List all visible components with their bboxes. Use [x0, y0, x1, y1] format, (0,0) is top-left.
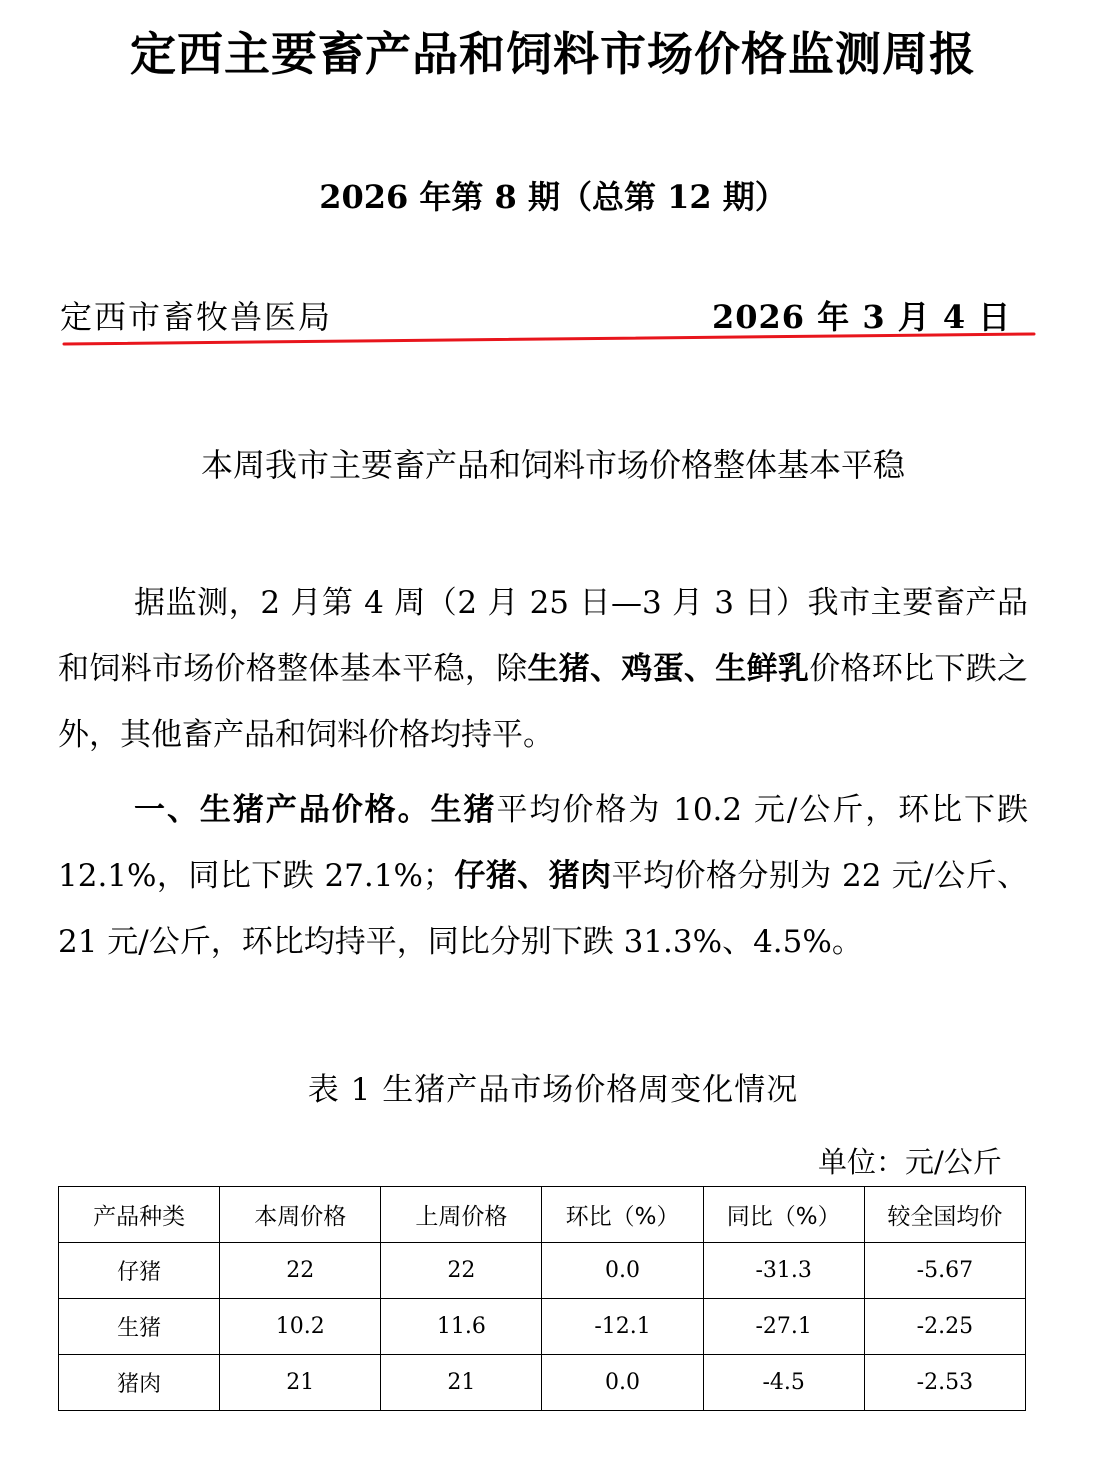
table-cell: 21	[220, 1355, 381, 1411]
summary-paragraph	[58, 570, 1028, 768]
table-cell: 0.0	[542, 1355, 703, 1411]
header-cell: 本周价格	[220, 1187, 381, 1243]
para2-text-2: 平均价格分别为 22 元/公斤、21 元/公斤，环比均持平，同比分别下跌 31.3%、4.5%。	[58, 858, 1028, 960]
para1-bold-items: 生猪、鸡蛋、生鲜乳	[527, 651, 810, 687]
para2-text-1: 平均价格为 10.2 元/公斤，环比下跌 12.1%，同比下跌 27.1%；	[58, 792, 1029, 894]
table-row	[59, 1355, 1026, 1411]
table-cell: -31.3	[703, 1243, 864, 1299]
para1-text-1: 据监测，2 月第 4 周（2 月 25 日—3 月 3 日）我市主要畜产品和饲料市场价格整体基本平稳，除	[58, 585, 1028, 687]
header-cell: 产品种类	[59, 1187, 220, 1243]
section-heading-hog: 一、生猪产品价格。	[134, 792, 431, 828]
table-row	[59, 1299, 1026, 1355]
table-cell: -4.5	[703, 1355, 864, 1411]
header-cell: 较全国均价	[864, 1187, 1025, 1243]
report-headline: 本周我市主要畜产品和饲料市场价格整体基本平稳	[200, 446, 905, 484]
table-cell: -27.1	[703, 1299, 864, 1355]
publish-date: 2026 年 3 月 4 日	[712, 298, 1012, 336]
table-cell: -2.25	[864, 1299, 1025, 1355]
table-unit: 单位：元/公斤	[818, 1145, 1002, 1179]
para2-bold-hog: 生猪	[430, 792, 497, 828]
table-cell: 仔猪	[59, 1243, 220, 1299]
para1-text-2: 价格环比下跌之外，其他畜产品和饲料价格均持平。	[58, 651, 1029, 753]
table-row	[59, 1243, 1026, 1299]
para2-bold-items: 仔猪、猪肉	[453, 858, 612, 894]
hog-price-paragraph	[58, 777, 1028, 975]
red-rule-stroke	[64, 334, 1034, 344]
table-header-row	[59, 1187, 1026, 1243]
table-cell: 22	[381, 1243, 542, 1299]
publisher-name: 定西市畜牧兽医局	[60, 298, 333, 336]
table-cell: -2.53	[864, 1355, 1025, 1411]
table-cell: 11.6	[381, 1299, 542, 1355]
table-cell: 21	[381, 1355, 542, 1411]
table-cell: 生猪	[59, 1299, 220, 1355]
red-header-rule	[62, 322, 1037, 350]
header-cell: 上周价格	[381, 1187, 542, 1243]
hog-price-table	[58, 1186, 1026, 1411]
table-cell: 10.2	[220, 1299, 381, 1355]
table-cell: 22	[220, 1243, 381, 1299]
header-cell: 同比（%）	[703, 1187, 864, 1243]
table-cell: 猪肉	[59, 1355, 220, 1411]
header-cell: 环比（%）	[542, 1187, 703, 1243]
table-cell: -5.67	[864, 1243, 1025, 1299]
issue-number: 2026 年第 8 期（总第 12 期）	[319, 178, 787, 216]
table-cell: -12.1	[542, 1299, 703, 1355]
table-caption: 表 1 生猪产品市场价格周变化情况	[307, 1072, 799, 1108]
document-title: 定西主要畜产品和饲料市场价格监测周报	[130, 27, 976, 81]
table-cell: 0.0	[542, 1243, 703, 1299]
